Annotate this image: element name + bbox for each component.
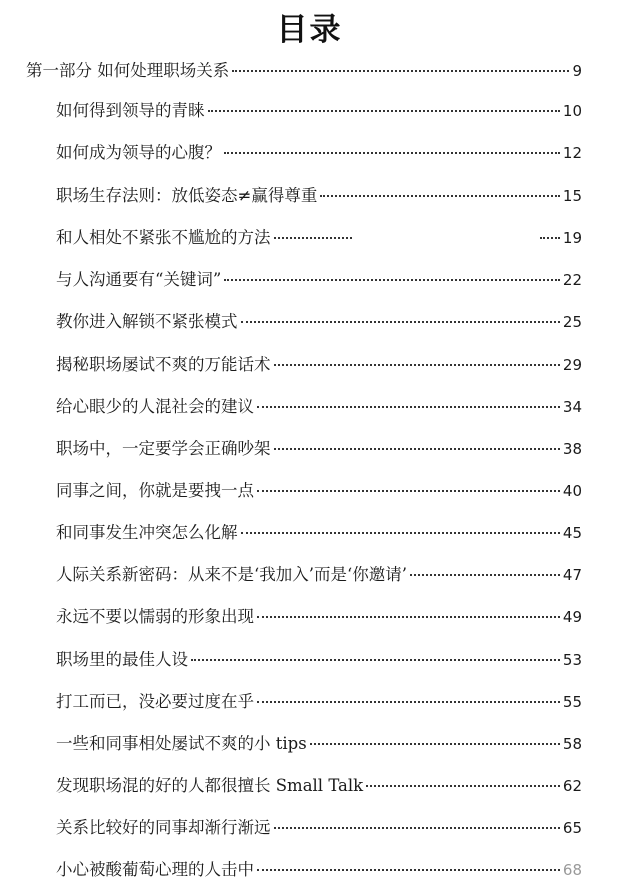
toc-entry-page: 49 bbox=[562, 608, 582, 626]
dot-leader bbox=[366, 785, 560, 787]
toc-entry-label: 揭秘职场屡试不爽的万能话术 bbox=[56, 355, 271, 374]
toc-entry-label: 如何得到领导的青睐 bbox=[56, 101, 205, 120]
toc-entry-label: 一些和同事相处屡试不爽的小 tips bbox=[56, 734, 307, 753]
toc-entry-page: 68 bbox=[562, 861, 582, 879]
toc-entry[interactable] bbox=[56, 97, 582, 125]
toc-entry-page: 53 bbox=[562, 651, 582, 669]
toc-entry-label: 职场里的最佳人设 bbox=[56, 650, 188, 669]
toc-entry-label: 发现职场混的好的人都很擅长 Small Talk bbox=[56, 776, 364, 795]
toc-entry-page: 62 bbox=[562, 777, 582, 795]
toc-entry-label: 给心眼少的人混社会的建议 bbox=[56, 397, 254, 416]
dot-leader bbox=[257, 701, 560, 703]
toc-entry[interactable] bbox=[56, 688, 582, 716]
dot-leader bbox=[232, 70, 569, 72]
toc-entry[interactable] bbox=[56, 393, 582, 421]
toc-entry-page: 19 bbox=[562, 229, 582, 247]
toc-entry-label: 人际关系新密码：从来不是‘我加入’而是‘你邀请’ bbox=[56, 565, 407, 584]
toc-entry-label: 小心被酸葡萄心理的人击中 bbox=[56, 860, 254, 879]
toc-entry-label: 职场生存法则：放低姿态≠赢得尊重 bbox=[56, 186, 318, 205]
dot-leader bbox=[257, 616, 560, 618]
page-title: 目录 bbox=[276, 12, 343, 48]
dot-leader bbox=[257, 490, 560, 492]
toc-entry[interactable] bbox=[56, 308, 582, 336]
toc-entry[interactable] bbox=[56, 435, 582, 463]
dot-leader bbox=[257, 406, 560, 408]
toc-entry-label: 如何成为领导的心腹？ bbox=[56, 143, 221, 162]
toc-entry-page: 55 bbox=[562, 693, 582, 711]
dot-leader bbox=[274, 237, 352, 239]
toc-entry-page: 34 bbox=[562, 398, 582, 416]
toc-entry-page: 25 bbox=[562, 313, 582, 331]
toc-entry-label: 打工而已，没必要过度在乎 bbox=[56, 692, 254, 711]
toc-entry[interactable] bbox=[56, 139, 582, 167]
dot-leader bbox=[241, 532, 560, 534]
toc-entry-page: 38 bbox=[562, 440, 582, 458]
dot-leader bbox=[241, 321, 560, 323]
dot-leader bbox=[320, 195, 560, 197]
dot-leader bbox=[274, 364, 560, 366]
toc-entry-label: 永远不要以懦弱的形象出现 bbox=[56, 607, 254, 626]
dot-leader bbox=[224, 279, 560, 281]
toc-entry-label: 和人相处不紧张不尴尬的方法 bbox=[56, 228, 271, 247]
toc-entry-label: 同事之间，你就是要拽一点 bbox=[56, 481, 254, 500]
toc-entry-label: 教你进入解锁不紧张模式 bbox=[56, 312, 238, 331]
toc-entry[interactable] bbox=[56, 646, 582, 674]
toc-entry-page: 12 bbox=[562, 144, 582, 162]
toc-entry-page: 65 bbox=[562, 819, 582, 837]
toc-entry[interactable] bbox=[56, 561, 582, 589]
toc-entry-page: 45 bbox=[562, 524, 582, 542]
toc-entry[interactable] bbox=[56, 519, 582, 547]
dot-leader bbox=[257, 869, 560, 871]
dot-leader bbox=[274, 448, 560, 450]
toc-entry-page: 58 bbox=[562, 735, 582, 753]
toc-entry[interactable] bbox=[56, 266, 582, 294]
toc-entry-page: 10 bbox=[562, 102, 582, 120]
toc-entry[interactable] bbox=[56, 772, 582, 800]
toc-entry[interactable] bbox=[56, 814, 582, 842]
toc-part-label: 第一部分 如何处理职场关系 bbox=[26, 61, 230, 80]
toc-part-heading[interactable] bbox=[26, 57, 582, 85]
dot-leader bbox=[410, 574, 560, 576]
dot-leader bbox=[540, 237, 560, 239]
dot-leader bbox=[208, 110, 560, 112]
toc-entry-label: 和同事发生冲突怎么化解 bbox=[56, 523, 238, 542]
dot-leader bbox=[224, 152, 560, 154]
toc-entry-page: 29 bbox=[562, 356, 582, 374]
toc-entry-page: 40 bbox=[562, 482, 582, 500]
dot-leader bbox=[310, 743, 560, 745]
toc-entry-label: 关系比较好的同事却渐行渐远 bbox=[56, 818, 271, 837]
toc-entry[interactable] bbox=[56, 856, 582, 884]
toc-entry[interactable] bbox=[56, 730, 582, 758]
toc-part-page: 9 bbox=[572, 62, 582, 80]
toc-entry[interactable] bbox=[56, 477, 582, 505]
toc-entry[interactable] bbox=[56, 224, 582, 252]
dot-leader bbox=[191, 659, 560, 661]
toc-entry-label: 职场中，一定要学会正确吵架 bbox=[56, 439, 271, 458]
toc-entry[interactable] bbox=[56, 351, 582, 379]
toc-entry[interactable] bbox=[56, 182, 582, 210]
toc-entry-page: 47 bbox=[562, 566, 582, 584]
toc-entry-page: 15 bbox=[562, 187, 582, 205]
toc-entry-label: 与人沟通要有“关键词” bbox=[56, 270, 222, 289]
toc-entry-page: 22 bbox=[562, 271, 582, 289]
toc-entry[interactable] bbox=[56, 603, 582, 631]
dot-leader bbox=[274, 827, 560, 829]
